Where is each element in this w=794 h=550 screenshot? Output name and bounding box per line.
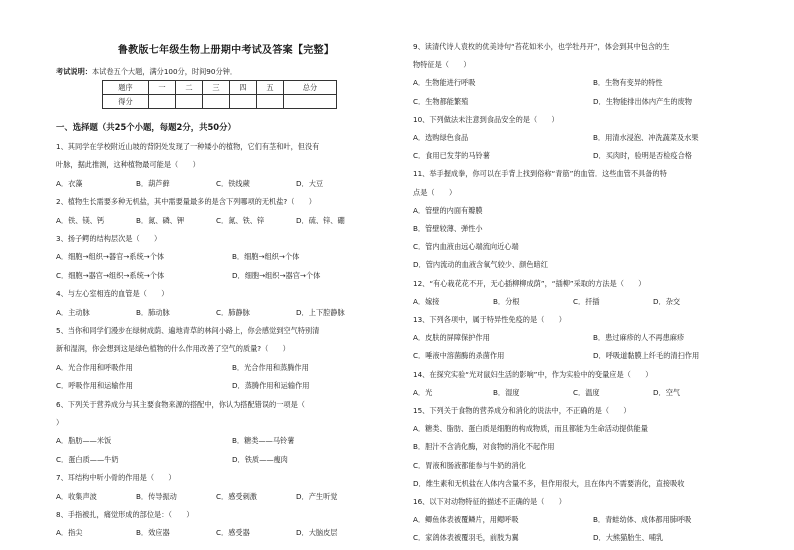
answer-option[interactable]: B．用清水浸泡、冲洗蔬菜及水果 bbox=[593, 133, 699, 142]
score-header-cell: 一 bbox=[149, 81, 176, 95]
answer-option[interactable]: D．呼吸道黏膜上纤毛的清扫作用 bbox=[593, 351, 700, 361]
question-text: 16、以下对动物特征的描述不正确的是（ ） bbox=[413, 497, 566, 506]
question-text: 6、下列关于营养成分与其主要食物来源的搭配中，你认为搭配错误的一项是（ bbox=[56, 399, 305, 409]
answer-option[interactable]: A．铁、镁、钙 bbox=[56, 215, 105, 225]
answer-option[interactable]: C．家鸽体表被覆羽毛，前肢为翼 bbox=[413, 533, 519, 543]
answer-option[interactable]: A．光合作用和呼吸作用 bbox=[56, 362, 133, 372]
answer-option[interactable]: C．感受器 bbox=[216, 528, 250, 538]
answer-option[interactable]: A．鲫鱼体表被覆鳞片，用鳃呼吸 bbox=[413, 515, 519, 525]
score-header-cell: 五 bbox=[257, 81, 284, 95]
question-text: 物特征是（ ） bbox=[413, 60, 471, 70]
question-text: 12、“有心栽花花不开，无心插柳柳成荫”，“插柳”采取的方法是（ ） bbox=[413, 278, 646, 288]
answer-option[interactable]: C．蛋白质——牛奶 bbox=[56, 454, 119, 464]
answer-option[interactable]: C．扦插 bbox=[573, 296, 600, 306]
question-text: 13、下列各项中，属于特异性免疫的是（ ） bbox=[413, 315, 566, 324]
answer-option[interactable]: B．细胞→组织→个体 bbox=[232, 252, 300, 262]
answer-option[interactable]: C．氮、铁、锌 bbox=[216, 215, 265, 225]
answer-option[interactable]: C．细胞→器官→组织→系统→个体 bbox=[56, 270, 165, 280]
answer-option[interactable]: A．衣藻 bbox=[56, 178, 83, 188]
question-text: 点是（ ） bbox=[413, 187, 457, 197]
answer-option[interactable]: D．大脑皮层 bbox=[296, 528, 338, 538]
score-header-row bbox=[103, 81, 337, 95]
answer-option[interactable]: C．食用已发芽的马铃薯 bbox=[413, 151, 490, 161]
score-row-label: 得分 bbox=[103, 95, 149, 109]
answer-option[interactable]: D．空气 bbox=[653, 387, 681, 397]
answer-option[interactable]: B．青蛙幼体、成体都用肺呼吸 bbox=[593, 515, 692, 525]
answer-option[interactable]: C．温度 bbox=[573, 387, 600, 397]
question-text: 9、读清代诗人袁枚的优美诗句“苔花如米小，也学牡丹开”，体会到其中包含的生 bbox=[413, 42, 670, 51]
answer-option[interactable]: C．生物都能繁殖 bbox=[413, 96, 469, 106]
question-text: 10、下列做法未注意到食品安全的是（ ） bbox=[413, 114, 559, 124]
answer-option[interactable]: A．糖类、脂肪、蛋白质是细胞的构成物质，而且都能为生命活动提供能量 bbox=[413, 424, 648, 434]
instructions-label: 考试说明： bbox=[56, 67, 92, 76]
question-text: 14、在探究实验“光对鼠妇生活的影响”中，作为实验中的变量应是（ ） bbox=[413, 369, 653, 379]
answer-option[interactable]: C．呼吸作用和运输作用 bbox=[56, 381, 133, 391]
answer-option[interactable]: A．细胞→组织→器官→系统→个体 bbox=[56, 252, 165, 262]
answer-option[interactable]: D．铁质——瘦肉 bbox=[232, 454, 288, 464]
answer-option[interactable]: A．光 bbox=[413, 387, 433, 397]
question-text: 4、与左心室相连的血管是（ ） bbox=[56, 289, 169, 299]
question-text: 2、植物生长需要多种无机盐，其中需要量最多的是含下列哪项的无机盐?（ ） bbox=[56, 197, 316, 207]
question-text: 新和湿润，你会想到这是绿色植物的什么作用改善了空气的质量?（ ） bbox=[56, 344, 290, 354]
section-heading: 一、选择题（共25个小题，每题2分，共50分） bbox=[56, 122, 236, 132]
score-header-cell: 四 bbox=[230, 81, 257, 95]
answer-option[interactable]: D．细胞→组织→器官→个体 bbox=[232, 270, 321, 280]
score-cell[interactable] bbox=[257, 95, 284, 109]
answer-option[interactable]: A．收集声波 bbox=[56, 491, 97, 501]
answer-option[interactable]: D．买肉时，验明是否检疫合格 bbox=[593, 151, 692, 161]
answer-option[interactable]: D．生物能排出体内产生的废物 bbox=[593, 96, 692, 106]
score-header-cell: 总分 bbox=[284, 81, 337, 95]
answer-option[interactable]: B．胆汁不含消化酶，对食物的消化不起作用 bbox=[413, 442, 555, 452]
score-table bbox=[102, 80, 337, 109]
answer-option[interactable]: C．唾液中溶菌酶的杀菌作用 bbox=[413, 351, 505, 361]
answer-option[interactable]: B．管壁较薄、弹性小 bbox=[413, 224, 483, 233]
answer-option[interactable]: C．铁线蕨 bbox=[216, 178, 250, 188]
score-header-cell: 题序 bbox=[103, 81, 149, 95]
answer-option[interactable]: B．湿度 bbox=[493, 387, 520, 397]
score-cell[interactable] bbox=[203, 95, 230, 109]
answer-option[interactable]: D．蒸腾作用和运输作用 bbox=[232, 381, 310, 391]
score-cell[interactable] bbox=[149, 95, 176, 109]
answer-option[interactable]: B．葫芦藓 bbox=[136, 178, 170, 188]
answer-option[interactable]: D．大豆 bbox=[296, 178, 324, 188]
answer-option[interactable]: A．皮肤的屏障保护作用 bbox=[413, 333, 490, 343]
answer-option[interactable]: B．氮、磷、钾 bbox=[136, 215, 185, 225]
question-text: 5、当你和同学们漫步在绿树成荫、遍地青草的林间小路上，你会感觉到空气特别清 bbox=[56, 326, 320, 335]
question-text: ） bbox=[56, 418, 64, 427]
question-text: 3、扬子鳄的结构层次是（ ） bbox=[56, 234, 162, 243]
answer-option[interactable]: A．生物能进行呼吸 bbox=[413, 78, 476, 88]
answer-option[interactable]: D．上下腔静脉 bbox=[296, 307, 345, 317]
question-text: 8、手指被扎，痛觉形成的部位是：（ ） bbox=[56, 510, 194, 519]
score-cell[interactable] bbox=[176, 95, 203, 109]
answer-option[interactable]: D．维生素和无机盐在人体内含量不多，但作用很大，且在体内不需要消化，直接吸收 bbox=[413, 478, 685, 488]
answer-option[interactable]: C．胃液和肠液都能参与牛奶的消化 bbox=[413, 460, 526, 470]
question-text: 7、耳结构中听小骨的作用是（ ） bbox=[56, 473, 176, 483]
answer-option[interactable]: D．产生听觉 bbox=[296, 491, 338, 501]
answer-option[interactable]: A．管壁的内面有瓣膜 bbox=[413, 205, 483, 215]
answer-option[interactable]: A．选购绿色食品 bbox=[413, 133, 469, 142]
answer-option[interactable]: D．大熊猫胎生、哺乳 bbox=[593, 533, 664, 543]
answer-option[interactable]: C．感受刺激 bbox=[216, 491, 257, 501]
answer-option[interactable]: D．硫、锌、硼 bbox=[296, 215, 345, 225]
question-text: 15、下列关于食物的营养成分和消化的说法中，不正确的是（ ） bbox=[413, 406, 631, 415]
score-cell[interactable] bbox=[230, 95, 257, 109]
question-text: 1、其同学在学校附近山坡的背阴处发现了一种矮小的植物，它们有茎和叶，但没有 bbox=[56, 142, 320, 151]
answer-option[interactable]: A．嫁接 bbox=[413, 296, 440, 306]
question-text: 11、举手握成拳，你可以在手背上找到俗称“青筋”的血管．这些血管不具备的特 bbox=[413, 169, 667, 179]
answer-option[interactable]: B．效应器 bbox=[136, 528, 170, 538]
answer-option[interactable]: A．指尖 bbox=[56, 528, 83, 538]
answer-option[interactable]: B．患过麻疹的人不再患麻疹 bbox=[593, 333, 685, 343]
score-header-cell: 二 bbox=[176, 81, 203, 95]
answer-option[interactable]: B．糖类——马铃薯 bbox=[232, 436, 295, 446]
question-text: 叶脉，据此推测，这种植物最可能是（ ） bbox=[56, 160, 200, 170]
score-value-row bbox=[103, 95, 337, 109]
answer-option[interactable]: A．主动脉 bbox=[56, 307, 90, 317]
answer-option[interactable]: B．生物有变异的特性 bbox=[593, 78, 663, 88]
score-header-cell: 三 bbox=[203, 81, 230, 95]
answer-option[interactable]: C．管内血液由远心端流向近心端 bbox=[413, 242, 519, 252]
exam-instructions bbox=[56, 67, 237, 77]
answer-option[interactable]: A．脂肪——米饭 bbox=[56, 436, 112, 446]
exam-title: 鲁教版七年级生物上册期中考试及答案【完整】 bbox=[117, 45, 335, 56]
answer-option[interactable]: D．管内流动的血液含氧气较少、颜色暗红 bbox=[413, 260, 548, 270]
answer-option[interactable]: B．传导振动 bbox=[136, 491, 177, 501]
answer-option[interactable]: C．肺静脉 bbox=[216, 307, 250, 317]
answer-option[interactable]: B．光合作用和蒸腾作用 bbox=[232, 362, 309, 372]
instructions-text: 本试卷五个大题，满分100分，时间90分钟． bbox=[91, 67, 238, 76]
answer-option[interactable]: B．肺动脉 bbox=[136, 307, 170, 317]
answer-option[interactable]: D．杂交 bbox=[653, 296, 681, 306]
answer-option[interactable]: B．分根 bbox=[493, 296, 520, 306]
score-cell[interactable] bbox=[284, 95, 337, 109]
